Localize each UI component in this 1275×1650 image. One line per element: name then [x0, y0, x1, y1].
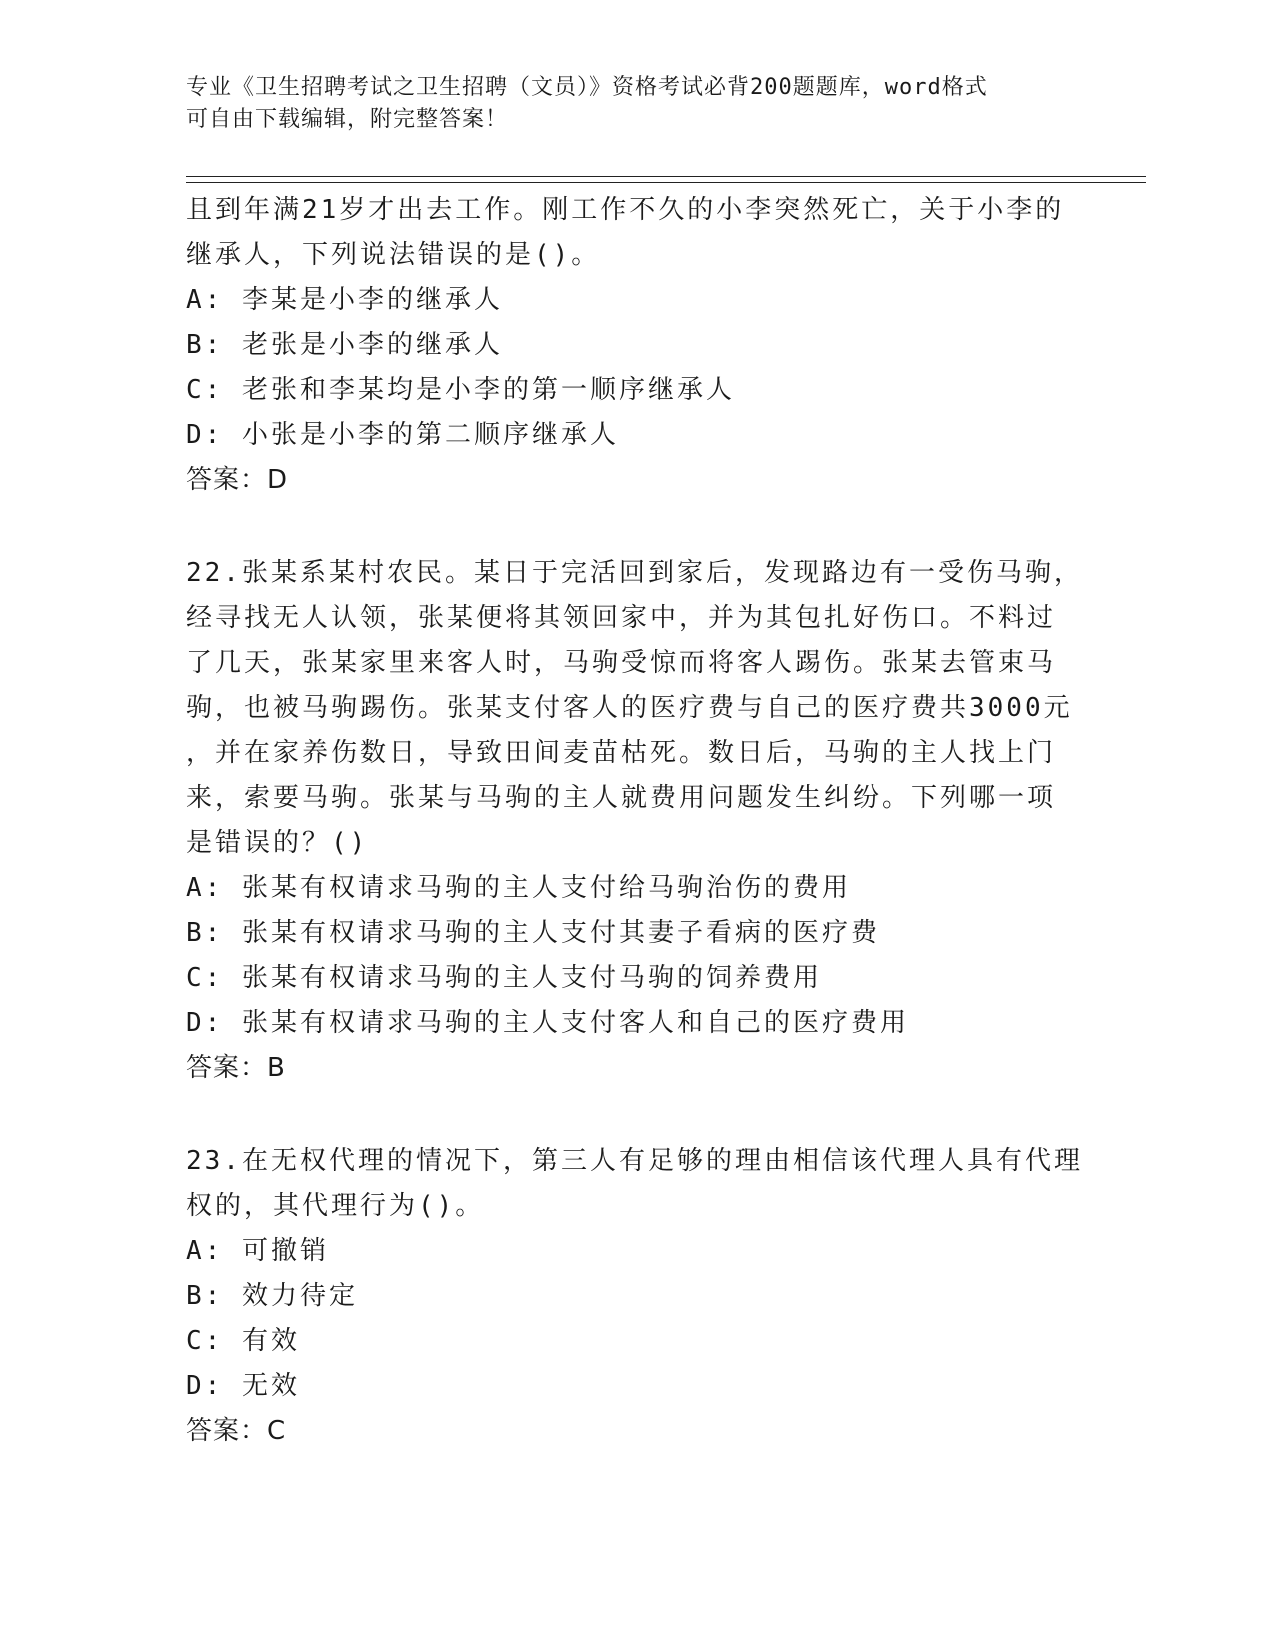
option-b: B: 老张是小李的继承人: [186, 330, 503, 360]
question-stem-line: 来，索要马驹。张某与马驹的主人就费用问题发生纠纷。下列哪一项: [186, 783, 1057, 813]
option-d: D: 张某有权请求马驹的主人支付客人和自己的医疗费用: [186, 1008, 909, 1038]
question-stem-line: 是错误的？(): [186, 828, 369, 858]
question-stem-line: 了几天，张某家里来客人时，马驹受惊而将客人踢伤。张某去管束马: [186, 648, 1057, 678]
question-spacer: [186, 1091, 1066, 1139]
option-a: A: 可撤销: [186, 1236, 329, 1266]
option-a: A: 张某有权请求马驹的主人支付给马驹治伤的费用: [186, 873, 851, 903]
option-d: D: 无效: [186, 1371, 300, 1401]
question-stem-line: 且到年满21岁才出去工作。刚工作不久的小李突然死亡，关于小李的: [186, 195, 1065, 225]
option-c: C: 张某有权请求马驹的主人支付马驹的饲养费用: [186, 963, 822, 993]
document-header: [186, 72, 1086, 136]
option-b: B: 效力待定: [186, 1281, 358, 1311]
question-list: [186, 188, 1083, 1454]
question-block: [186, 551, 1083, 1091]
header-divider: [186, 182, 1146, 183]
question-stem-line: 权的，其代理行为()。: [186, 1191, 485, 1221]
answer-line: 答案：D: [186, 465, 289, 495]
answer-line: 答案：C: [186, 1416, 287, 1446]
option-c: C: 老张和李某均是小李的第一顺序继承人: [186, 375, 735, 405]
answer-line: 答案：B: [186, 1053, 286, 1083]
option-b: B: 张某有权请求马驹的主人支付其妻子看病的医疗费: [186, 918, 880, 948]
option-a: A: 李某是小李的继承人: [186, 285, 503, 315]
question-block: [186, 1139, 1083, 1454]
question-block: [186, 188, 1066, 503]
header-divider: [186, 176, 1146, 177]
question-stem-line: 22.张某系某村农民。某日于完活回到家后，发现路边有一受伤马驹，: [186, 558, 1083, 588]
header-line: 专业《卫生招聘考试之卫生招聘（文员）》资格考试必背200题题库，word格式: [186, 75, 988, 100]
question-spacer: [186, 503, 1066, 551]
question-stem-line: ，并在家养伤数日，导致田间麦苗枯死。数日后，马驹的主人找上门: [186, 738, 1057, 768]
option-d: D: 小张是小李的第二顺序继承人: [186, 420, 619, 450]
question-stem-line: 驹，也被马驹踢伤。张某支付客人的医疗费与自己的医疗费共3000元: [186, 693, 1073, 723]
question-stem-line: 经寻找无人认领，张某便将其领回家中，并为其包扎好伤口。不料过: [186, 603, 1057, 633]
question-stem-line: 23.在无权代理的情况下，第三人有足够的理由相信该代理人具有代理: [186, 1146, 1083, 1176]
header-line: 可自由下载编辑，附完整答案！: [186, 107, 509, 132]
question-stem-line: 继承人，下列说法错误的是()。: [186, 240, 601, 270]
option-c: C: 有效: [186, 1326, 300, 1356]
